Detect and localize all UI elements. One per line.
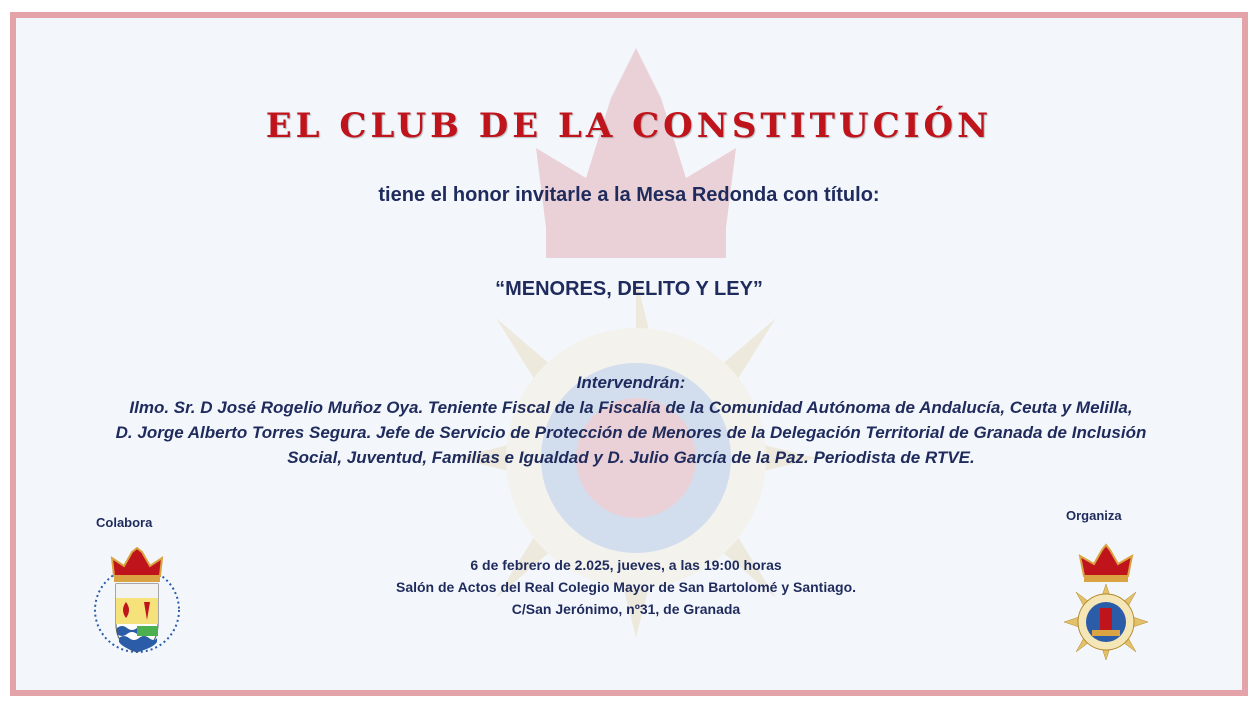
collaborates-label: Colabora — [96, 515, 153, 530]
event-title: “MENORES, DELITO Y LEY” — [495, 278, 763, 300]
event-date: 6 de febrero de 2.025, jueves, a las 19:00 horas — [470, 557, 782, 573]
event-details — [266, 554, 986, 620]
college-crest-icon — [92, 546, 182, 670]
club-title: EL CLUB DE LA CONSTITUCIÓN — [265, 106, 993, 146]
invitation-subtitle: tiene el honor invitarle a la Mesa Redonda con título: — [378, 184, 880, 206]
speakers-heading: Intervendrán: — [576, 373, 686, 392]
speakers-block — [66, 370, 1196, 470]
speaker-line: Ilmo. Sr. D José Rogelio Muñoz Oya. Teniente Fiscal de la Fiscalía de la Comunidad Autónoma de Andalucía, Ceuta y Melilla, — [129, 398, 1133, 417]
speaker-line: D. Jorge Alberto Torres Segura. Jefe de Servicio de Protección de Menores de la Delegación Territorial de Granada de Inclusión — [115, 423, 1147, 442]
invitation-card — [10, 12, 1248, 696]
event-address: C/San Jerónimo, nº31, de Granada — [511, 601, 741, 617]
club-crest-icon — [1056, 542, 1156, 662]
organizes-label: Organiza — [1066, 508, 1122, 523]
event-venue: Salón de Actos del Real Colegio Mayor de San Bartolomé y Santiago. — [395, 579, 857, 595]
speaker-line: Social, Juventud, Familias e Igualdad y D. Julio García de la Paz. Periodista de RTVE. — [287, 448, 975, 467]
